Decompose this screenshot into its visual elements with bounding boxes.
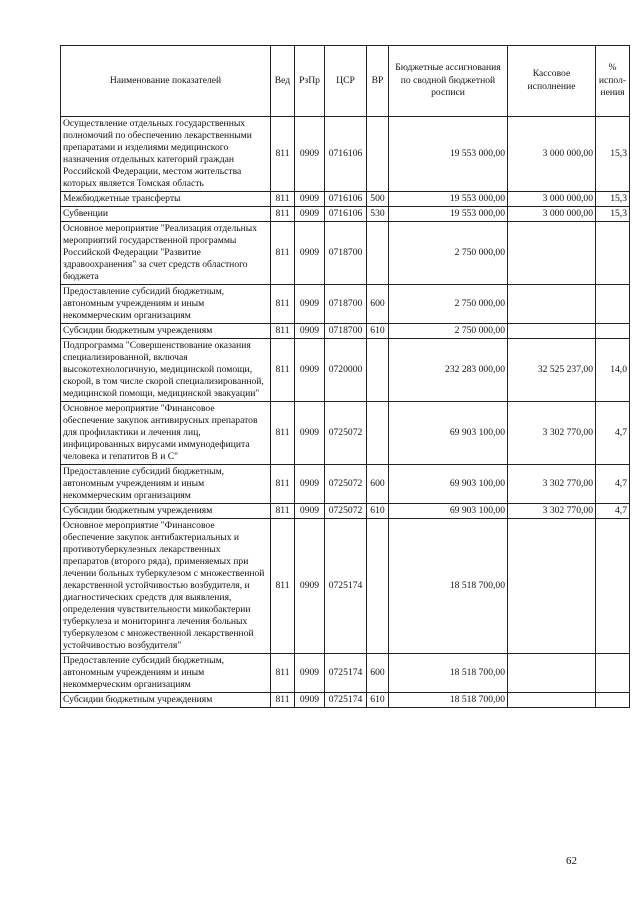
row-csr-cell: 0725174: [325, 654, 367, 693]
row-plan-cell: 19 553 000,00: [389, 117, 508, 192]
row-name-cell: Осуществление отдельных государственных полномочий по обеспечению лекарственными препаратами и изделиями медицинского назначения отдельных категорий граждан Российской Федерации, местом жительства которых является Томская область: [61, 117, 271, 192]
row-vr-cell: [367, 519, 389, 654]
row-rzpr-cell: 0909: [295, 504, 325, 519]
row-plan-cell: 232 283 000,00: [389, 339, 508, 402]
row-rzpr-cell: 0909: [295, 654, 325, 693]
row-rzpr-cell: 0909: [295, 339, 325, 402]
row-csr-cell: 0716106: [325, 117, 367, 192]
row-fact-cell: 3 000 000,00: [508, 207, 596, 222]
row-name-cell: Субвенции: [61, 207, 271, 222]
table-row: [61, 519, 630, 654]
row-rzpr-cell: 0909: [295, 207, 325, 222]
table-header-row: [61, 46, 630, 117]
row-plan-cell: 69 903 100,00: [389, 402, 508, 465]
row-fact-cell: [508, 285, 596, 324]
row-vr-cell: [367, 117, 389, 192]
budget-execution-table: [60, 45, 630, 708]
table-body: [61, 117, 630, 708]
row-vr-cell: [367, 339, 389, 402]
row-ved-cell: 811: [271, 465, 295, 504]
row-pct-cell: [596, 222, 630, 285]
header-vr: ВР: [367, 46, 389, 117]
row-plan-cell: 18 518 700,00: [389, 519, 508, 654]
row-fact-cell: 3 302 770,00: [508, 504, 596, 519]
row-ved-cell: 811: [271, 519, 295, 654]
row-plan-cell: 2 750 000,00: [389, 285, 508, 324]
row-vr-cell: 530: [367, 207, 389, 222]
row-csr-cell: 0725174: [325, 519, 367, 654]
row-name-cell: Субсидии бюджетным учреждениям: [61, 693, 271, 708]
row-rzpr-cell: 0909: [295, 519, 325, 654]
row-name-cell: Субсидии бюджетным учреждениям: [61, 324, 271, 339]
row-fact-cell: 3 000 000,00: [508, 192, 596, 207]
row-csr-cell: 0725174: [325, 693, 367, 708]
table-row: [61, 402, 630, 465]
row-ved-cell: 811: [271, 654, 295, 693]
row-name-cell: Предоставление субсидий бюджетным, автономным учреждениям и иным некоммерческим организациям: [61, 465, 271, 504]
header-fact: Кассовое исполнение: [508, 46, 596, 117]
row-rzpr-cell: 0909: [295, 285, 325, 324]
row-ved-cell: 811: [271, 324, 295, 339]
row-ved-cell: 811: [271, 285, 295, 324]
row-fact-cell: [508, 654, 596, 693]
row-plan-cell: 18 518 700,00: [389, 693, 508, 708]
row-ved-cell: 811: [271, 207, 295, 222]
row-csr-cell: 0720000: [325, 339, 367, 402]
row-csr-cell: 0716106: [325, 192, 367, 207]
table-row: [61, 693, 630, 708]
row-vr-cell: [367, 222, 389, 285]
row-rzpr-cell: 0909: [295, 324, 325, 339]
row-csr-cell: 0716106: [325, 207, 367, 222]
row-fact-cell: [508, 324, 596, 339]
row-rzpr-cell: 0909: [295, 222, 325, 285]
header-ved: Вед: [271, 46, 295, 117]
row-plan-cell: 18 518 700,00: [389, 654, 508, 693]
row-ved-cell: 811: [271, 222, 295, 285]
table-row: [61, 504, 630, 519]
row-pct-cell: 15,3: [596, 117, 630, 192]
row-rzpr-cell: 0909: [295, 117, 325, 192]
row-fact-cell: [508, 222, 596, 285]
row-name-cell: Предоставление субсидий бюджетным, автономным учреждениям и иным некоммерческим организациям: [61, 285, 271, 324]
row-pct-cell: 15,3: [596, 192, 630, 207]
row-ved-cell: 811: [271, 504, 295, 519]
row-plan-cell: 69 903 100,00: [389, 504, 508, 519]
row-pct-cell: 4,7: [596, 504, 630, 519]
table-row: [61, 654, 630, 693]
row-plan-cell: 19 553 000,00: [389, 207, 508, 222]
header-pct: % испол-нения: [596, 46, 630, 117]
table-row: [61, 285, 630, 324]
table-row: [61, 117, 630, 192]
row-pct-cell: [596, 693, 630, 708]
row-ved-cell: 811: [271, 693, 295, 708]
row-csr-cell: 0725072: [325, 465, 367, 504]
row-rzpr-cell: 0909: [295, 402, 325, 465]
row-fact-cell: [508, 693, 596, 708]
row-vr-cell: 610: [367, 504, 389, 519]
row-fact-cell: [508, 519, 596, 654]
row-plan-cell: 19 553 000,00: [389, 192, 508, 207]
row-csr-cell: 0718700: [325, 285, 367, 324]
table-row: [61, 465, 630, 504]
row-vr-cell: 600: [367, 654, 389, 693]
row-pct-cell: 15,3: [596, 207, 630, 222]
row-csr-cell: 0718700: [325, 324, 367, 339]
row-vr-cell: 600: [367, 465, 389, 504]
row-fact-cell: 3 302 770,00: [508, 402, 596, 465]
row-pct-cell: 4,7: [596, 465, 630, 504]
header-rzpr: РзПр: [295, 46, 325, 117]
table-row: [61, 339, 630, 402]
page-number: 62: [566, 855, 577, 867]
row-rzpr-cell: 0909: [295, 693, 325, 708]
row-ved-cell: 811: [271, 117, 295, 192]
row-plan-cell: 69 903 100,00: [389, 465, 508, 504]
header-name: Наименование показателей: [61, 46, 271, 117]
row-csr-cell: 0718700: [325, 222, 367, 285]
row-pct-cell: [596, 285, 630, 324]
row-name-cell: Основное мероприятие "Финансовое обеспечение закупок антибактериальных и противотуберкулезных лекарственных препаратов (второго ряда), применяемых при лечении больных туберкулезом с множественной лекарственной устойчивостью возбудителя, и диагностических средств для выявления, определения чувствительности микобактерии туберкулеза и мониторинга лечения больных туберкулезом с множественной лекарственной устойчивостью возбудителя": [61, 519, 271, 654]
table-row: [61, 324, 630, 339]
row-vr-cell: 610: [367, 324, 389, 339]
row-vr-cell: 500: [367, 192, 389, 207]
header-csr: ЦСР: [325, 46, 367, 117]
table-row: [61, 207, 630, 222]
row-pct-cell: 14,0: [596, 339, 630, 402]
row-ved-cell: 811: [271, 402, 295, 465]
table-row: [61, 222, 630, 285]
row-rzpr-cell: 0909: [295, 192, 325, 207]
row-pct-cell: [596, 519, 630, 654]
row-vr-cell: 600: [367, 285, 389, 324]
row-pct-cell: [596, 324, 630, 339]
row-name-cell: Предоставление субсидий бюджетным, автономным учреждениям и иным некоммерческим организациям: [61, 654, 271, 693]
row-fact-cell: 32 525 237,00: [508, 339, 596, 402]
table-row: [61, 192, 630, 207]
row-name-cell: Основное мероприятие "Финансовое обеспечение закупок антивирусных препаратов для профилактики и лечения лиц, инфицированных вирусами иммунодефицита человека и гепатитов B и C": [61, 402, 271, 465]
row-name-cell: Основное мероприятие "Реализация отдельных мероприятий государственной программы Российской Федерации "Развитие здравоохранения" за счет средств областного бюджета: [61, 222, 271, 285]
row-csr-cell: 0725072: [325, 504, 367, 519]
row-rzpr-cell: 0909: [295, 465, 325, 504]
row-name-cell: Субсидии бюджетным учреждениям: [61, 504, 271, 519]
row-vr-cell: 610: [367, 693, 389, 708]
row-fact-cell: 3 302 770,00: [508, 465, 596, 504]
row-pct-cell: [596, 654, 630, 693]
row-plan-cell: 2 750 000,00: [389, 222, 508, 285]
row-name-cell: Межбюджетные трансферты: [61, 192, 271, 207]
row-plan-cell: 2 750 000,00: [389, 324, 508, 339]
row-ved-cell: 811: [271, 192, 295, 207]
row-fact-cell: 3 000 000,00: [508, 117, 596, 192]
row-name-cell: Подпрограмма "Совершенствование оказания специализированной, включая высокотехнологичную, медицинской помощи, скорой, в том числе скорой специализированной, медицинской помощи, медицинской эвакуации": [61, 339, 271, 402]
row-vr-cell: [367, 402, 389, 465]
row-ved-cell: 811: [271, 339, 295, 402]
header-plan: Бюджетные ассигнования по сводной бюджетной росписи: [389, 46, 508, 117]
row-csr-cell: 0725072: [325, 402, 367, 465]
row-pct-cell: 4,7: [596, 402, 630, 465]
